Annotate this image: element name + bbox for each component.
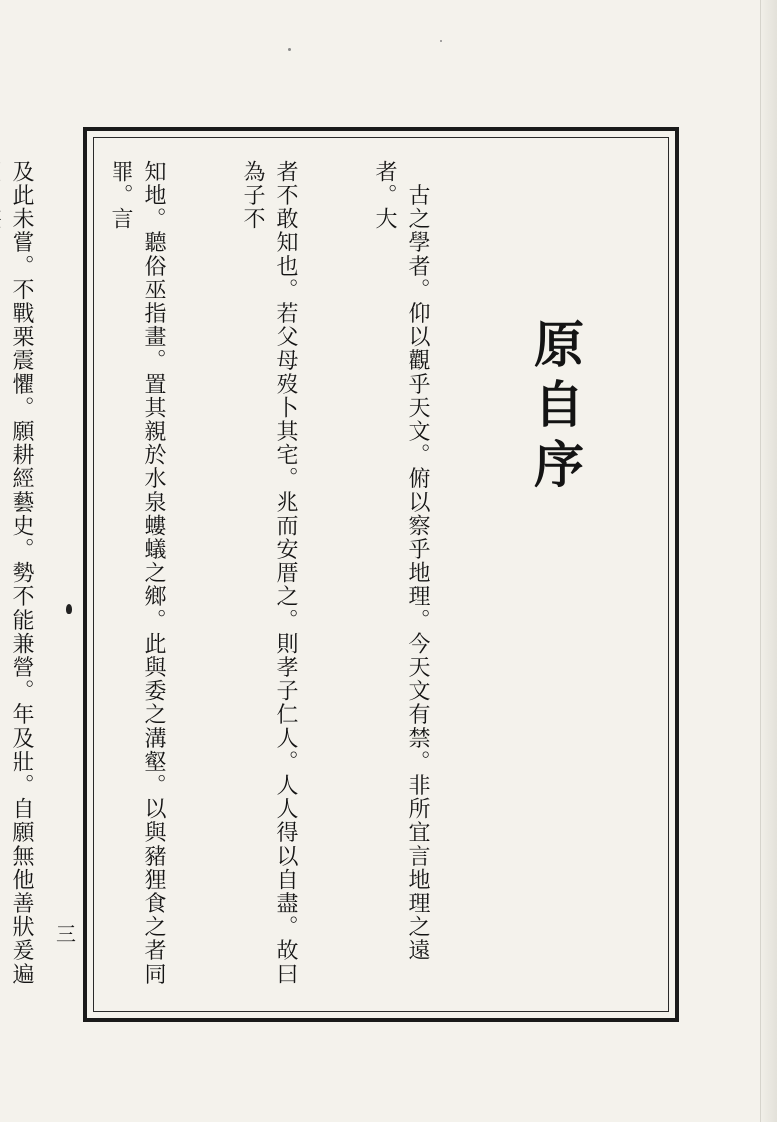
preface-text bbox=[9, 160, 500, 1000]
text-column: 知地。聽俗巫指畫。置其親於水泉螻蟻之鄉。此與委之溝壑。以與豬狸食之者同罪。言 bbox=[108, 160, 166, 986]
page-title: 原自序 bbox=[526, 318, 584, 498]
adjacent-page-edge bbox=[760, 0, 777, 1122]
page-number: 三 bbox=[56, 922, 76, 946]
paper-speck bbox=[288, 48, 291, 51]
paper-speck bbox=[440, 40, 442, 42]
text-column: 及此未嘗。不戰栗震懼。願耕經藝史。勢不能兼營。年及壯。自願無他善狀爰遍 bbox=[9, 160, 34, 986]
text-column: 古之學者。仰以觀乎天文。俯以察乎地理。今天文有禁。非所宜言地理之遠者。大 bbox=[372, 160, 430, 963]
text-column: 者不敢知也。若父母歿卜其宅。兆而安厝之。則孝子仁人。人人得以自盡。故曰為子不 bbox=[240, 160, 298, 986]
